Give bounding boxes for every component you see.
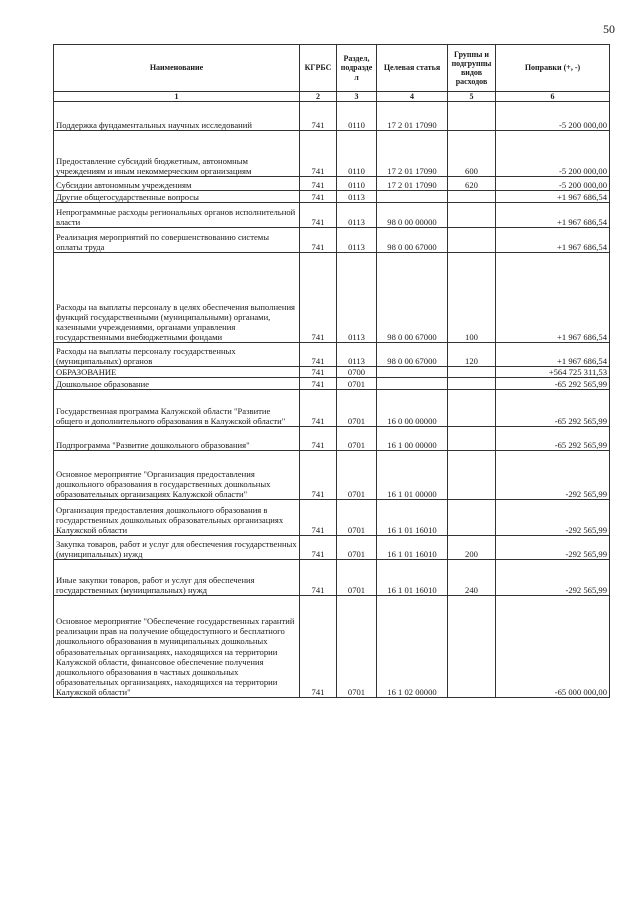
row-kgrbs: 741 — [300, 102, 337, 131]
row-amount: -292 565,99 — [496, 560, 610, 596]
table-row — [54, 378, 610, 390]
row-kgrbs: 741 — [300, 378, 337, 390]
header-kgrbs: КГРБС — [300, 45, 337, 92]
row-section: 0110 — [337, 177, 377, 191]
row-section: 0113 — [337, 253, 377, 343]
row-kgrbs: 741 — [300, 427, 337, 451]
row-kgrbs: 741 — [300, 253, 337, 343]
row-section: 0701 — [337, 451, 377, 500]
table-row — [54, 131, 610, 177]
row-section: 0113 — [337, 343, 377, 367]
row-group — [448, 378, 496, 390]
header-section: Раздел, подразде л — [337, 45, 377, 92]
row-amount: +1 967 686,54 — [496, 203, 610, 228]
row-kgrbs: 741 — [300, 228, 337, 253]
row-group: 100 — [448, 253, 496, 343]
table-row — [54, 427, 610, 451]
row-name: Расходы на выплаты персоналу государственных (муниципальных) органов — [54, 343, 300, 367]
row-name: Закупка товаров, работ и услуг для обеспечения государственных (муниципальных) нужд — [54, 536, 300, 560]
column-number: 2 — [300, 92, 337, 102]
row-section: 0110 — [337, 131, 377, 177]
table-row — [54, 177, 610, 191]
row-group — [448, 228, 496, 253]
row-kgrbs: 741 — [300, 177, 337, 191]
table-row — [54, 228, 610, 253]
table-row — [54, 560, 610, 596]
column-number: 5 — [448, 92, 496, 102]
row-kgrbs: 741 — [300, 560, 337, 596]
row-kgrbs: 741 — [300, 203, 337, 228]
row-target — [377, 191, 448, 203]
row-amount: +1 967 686,54 — [496, 191, 610, 203]
row-amount: +564 725 311,53 — [496, 367, 610, 378]
column-number: 1 — [54, 92, 300, 102]
row-target: 98 0 00 67000 — [377, 228, 448, 253]
table-row — [54, 390, 610, 427]
row-name: Другие общегосударственные вопросы — [54, 191, 300, 203]
row-target: 16 1 01 00000 — [377, 451, 448, 500]
row-name: Основное мероприятие "Организация предоставления дошкольного образования в государственных дошкольных образовательных организациях Калужской области" — [54, 451, 300, 500]
row-group — [448, 390, 496, 427]
row-amount: -292 565,99 — [496, 536, 610, 560]
row-group: 200 — [448, 536, 496, 560]
header-groups: Группы и подгруппы видов расходов — [448, 45, 496, 92]
row-group — [448, 451, 496, 500]
row-target: 16 1 01 16010 — [377, 536, 448, 560]
column-number: 4 — [377, 92, 448, 102]
row-target — [377, 367, 448, 378]
row-amount: -65 000 000,00 — [496, 596, 610, 698]
row-group — [448, 427, 496, 451]
table-row — [54, 102, 610, 131]
row-kgrbs: 741 — [300, 390, 337, 427]
row-section: 0113 — [337, 203, 377, 228]
row-section: 0701 — [337, 390, 377, 427]
page-number: 50 — [603, 22, 615, 36]
row-name: Реализация мероприятий по совершенствованию системы оплаты труда — [54, 228, 300, 253]
row-group — [448, 367, 496, 378]
row-group — [448, 500, 496, 536]
row-section: 0701 — [337, 427, 377, 451]
row-kgrbs: 741 — [300, 367, 337, 378]
row-section: 0110 — [337, 102, 377, 131]
row-section: 0701 — [337, 596, 377, 698]
table-row — [54, 191, 610, 203]
table-row — [54, 596, 610, 698]
row-target: 17 2 01 17090 — [377, 102, 448, 131]
row-name: Государственная программа Калужской области "Развитие общего и дополнительного образования в Калужской области" — [54, 390, 300, 427]
column-number-row — [54, 92, 610, 102]
row-section: 0701 — [337, 536, 377, 560]
row-name: Поддержка фундаментальных научных исследований — [54, 102, 300, 131]
row-group: 620 — [448, 177, 496, 191]
row-name: Подпрограмма "Развитие дошкольного образования" — [54, 427, 300, 451]
row-target — [377, 378, 448, 390]
row-kgrbs: 741 — [300, 131, 337, 177]
row-amount: -65 292 565,99 — [496, 390, 610, 427]
row-group — [448, 203, 496, 228]
table-row — [54, 253, 610, 343]
row-kgrbs: 741 — [300, 343, 337, 367]
row-target: 16 0 00 00000 — [377, 390, 448, 427]
row-target: 16 1 00 00000 — [377, 427, 448, 451]
table-row — [54, 367, 610, 378]
row-target: 98 0 00 67000 — [377, 253, 448, 343]
row-name: Иные закупки товаров, работ и услуг для обеспечения государственных (муниципальных) нужд — [54, 560, 300, 596]
table-row — [54, 203, 610, 228]
table-row — [54, 536, 610, 560]
row-amount: +1 967 686,54 — [496, 343, 610, 367]
header-name: Наименование — [54, 45, 300, 92]
row-amount: -5 200 000,00 — [496, 102, 610, 131]
row-section: 0700 — [337, 367, 377, 378]
row-section: 0701 — [337, 378, 377, 390]
row-name: Дошкольное образование — [54, 378, 300, 390]
row-target: 17 2 01 17090 — [377, 131, 448, 177]
row-kgrbs: 741 — [300, 451, 337, 500]
row-group: 240 — [448, 560, 496, 596]
row-name: Организация предоставления дошкольного образования в государственных дошкольных образовательных организациях Калужской области — [54, 500, 300, 536]
row-target: 17 2 01 17090 — [377, 177, 448, 191]
row-amount: -65 292 565,99 — [496, 427, 610, 451]
row-section: 0701 — [337, 500, 377, 536]
row-name: Предоставление субсидий бюджетным, автономным учреждениям и иным некоммерческим организациям — [54, 131, 300, 177]
row-group: 600 — [448, 131, 496, 177]
column-number: 3 — [337, 92, 377, 102]
row-kgrbs: 741 — [300, 500, 337, 536]
row-name: ОБРАЗОВАНИЕ — [54, 367, 300, 378]
row-section: 0701 — [337, 560, 377, 596]
row-kgrbs: 741 — [300, 596, 337, 698]
row-kgrbs: 741 — [300, 536, 337, 560]
row-target: 98 0 00 00000 — [377, 203, 448, 228]
header-amendments: Поправки (+, -) — [496, 45, 610, 92]
table-row — [54, 343, 610, 367]
table-row — [54, 451, 610, 500]
row-name: Расходы на выплаты персоналу в целях обеспечения выполнения функций государственными (муниципальными) органами, казенными учреждениями, органами управления государственными внебюджетными фондами — [54, 253, 300, 343]
row-target: 98 0 00 67000 — [377, 343, 448, 367]
row-amount: -5 200 000,00 — [496, 177, 610, 191]
row-target: 16 1 02 00000 — [377, 596, 448, 698]
row-name: Субсидии автономным учреждениям — [54, 177, 300, 191]
row-group — [448, 102, 496, 131]
row-amount: -292 565,99 — [496, 500, 610, 536]
header-row — [54, 45, 610, 92]
row-amount: -65 292 565,99 — [496, 378, 610, 390]
table-row — [54, 500, 610, 536]
row-group — [448, 191, 496, 203]
header-target: Целевая статья — [377, 45, 448, 92]
row-group — [448, 596, 496, 698]
row-target: 16 1 01 16010 — [377, 500, 448, 536]
budget-amendments-table — [53, 44, 610, 698]
row-name: Основное мероприятие "Обеспечение государственных гарантий реализации прав на получение общедоступного и бесплатного дошкольного образования в муниципальных дошкольных образовательных организациях, находящихся на территории Калужской области, финансовое обеспечение получения дошкольного образования в частных дошкольных образовательных организациях, находящихся на территории Калужской области" — [54, 596, 300, 698]
row-amount: +1 967 686,54 — [496, 253, 610, 343]
row-name: Непрограммные расходы региональных органов исполнительной власти — [54, 203, 300, 228]
row-amount: -5 200 000,00 — [496, 131, 610, 177]
row-group: 120 — [448, 343, 496, 367]
column-number: 6 — [496, 92, 610, 102]
row-amount: -292 565,99 — [496, 451, 610, 500]
row-amount: +1 967 686,54 — [496, 228, 610, 253]
row-target: 16 1 01 16010 — [377, 560, 448, 596]
row-section: 0113 — [337, 228, 377, 253]
row-kgrbs: 741 — [300, 191, 337, 203]
row-section: 0113 — [337, 191, 377, 203]
